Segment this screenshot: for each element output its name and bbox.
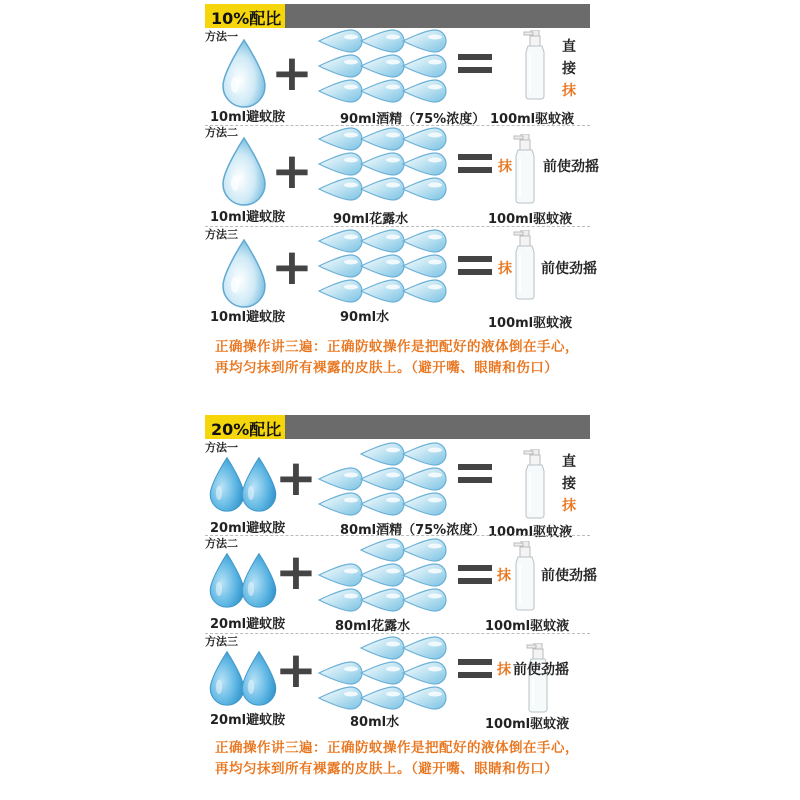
repellent-caption: 10ml避蚊胺 bbox=[210, 210, 286, 225]
action-text: 抹 bbox=[497, 568, 511, 584]
water-drop-icon bbox=[401, 441, 451, 467]
spray-bottle-icon bbox=[510, 541, 540, 611]
equals-icon bbox=[458, 565, 492, 591]
section-header-10 bbox=[205, 4, 590, 28]
action-char: 直 bbox=[562, 39, 576, 55]
spray-bottle-icon bbox=[520, 449, 550, 519]
water-drop-icon bbox=[401, 537, 451, 563]
water-drop-icon bbox=[401, 151, 451, 177]
equals-icon bbox=[458, 154, 492, 180]
method-label: 方法二 bbox=[205, 126, 238, 139]
plus-icon: + bbox=[275, 543, 317, 601]
action-char: 抹 bbox=[562, 83, 576, 99]
plus-icon: + bbox=[271, 44, 313, 102]
action-text: 抹 bbox=[498, 261, 512, 277]
mixer-caption: 90ml酒精（75%浓度） bbox=[340, 112, 486, 127]
usage-note: 正确操作讲三遍：正确防蚊操作是把配好的液体倒在手心，再均匀抹到所有裸露的皮肤上。（避开嘴、眼睛和伤口） bbox=[215, 740, 579, 777]
mixer-caption: 80ml花露水 bbox=[335, 619, 411, 634]
spray-bottle-icon bbox=[510, 230, 540, 300]
action-text: 前使劲摇 bbox=[513, 662, 569, 678]
action-char: 抹 bbox=[562, 498, 576, 514]
water-drop-icon bbox=[401, 78, 451, 104]
method-row bbox=[205, 226, 597, 331]
action-text: 前使劲摇 bbox=[541, 261, 597, 277]
water-drop-icon bbox=[401, 53, 451, 79]
water-drop-icon bbox=[401, 587, 451, 613]
section-title: 10%配比 bbox=[211, 9, 282, 28]
result-caption: 100ml驱蚊液 bbox=[485, 717, 570, 732]
water-drop-icon bbox=[219, 136, 269, 206]
water-drop-icon bbox=[401, 228, 451, 254]
method-row bbox=[205, 124, 599, 227]
section-title: 20%配比 bbox=[211, 420, 282, 439]
result-caption: 100ml驱蚊液 bbox=[488, 316, 573, 331]
mixer-caption: 80ml水 bbox=[350, 715, 400, 730]
water-drop-icon bbox=[401, 660, 451, 686]
repellent-caption: 10ml避蚊胺 bbox=[210, 310, 286, 325]
water-drop-icon bbox=[219, 238, 269, 308]
plus-icon: + bbox=[271, 238, 313, 296]
water-drop-icon bbox=[239, 455, 279, 513]
repellent-caption: 20ml避蚊胺 bbox=[210, 617, 286, 632]
plus-icon: + bbox=[275, 449, 317, 507]
mixer-caption: 90ml水 bbox=[340, 310, 390, 325]
action-char: 直 bbox=[562, 454, 576, 470]
method-label: 方法二 bbox=[205, 537, 238, 550]
method-label: 方法一 bbox=[205, 441, 238, 454]
water-drop-icon bbox=[401, 466, 451, 492]
method-row bbox=[205, 28, 590, 128]
spray-bottle-icon bbox=[520, 30, 550, 100]
action-char: 接 bbox=[562, 476, 576, 492]
repellent-caption: 20ml避蚊胺 bbox=[210, 713, 286, 728]
water-drop-icon bbox=[401, 278, 451, 304]
mixer-caption: 90ml花露水 bbox=[333, 212, 409, 227]
water-drop-icon bbox=[239, 649, 279, 707]
water-drop-icon bbox=[401, 635, 451, 661]
action-vertical bbox=[561, 451, 577, 517]
equals-icon bbox=[458, 256, 492, 282]
section-header-20 bbox=[205, 415, 590, 439]
water-drop-icon bbox=[401, 126, 451, 152]
water-drop-icon bbox=[401, 685, 451, 711]
action-char: 接 bbox=[562, 61, 576, 77]
repellent-caption: 20ml避蚊胺 bbox=[210, 521, 286, 536]
action-vertical bbox=[561, 36, 577, 102]
plus-icon: + bbox=[275, 641, 317, 699]
method-row bbox=[205, 633, 590, 733]
plus-icon: + bbox=[271, 142, 313, 200]
water-drop-icon bbox=[401, 28, 451, 54]
repellent-caption: 10ml避蚊胺 bbox=[210, 110, 286, 125]
action-text: 前使劲摇 bbox=[543, 159, 599, 175]
result-caption: 100ml驱蚊液 bbox=[490, 112, 575, 127]
equals-icon bbox=[458, 464, 492, 490]
method-label: 方法一 bbox=[205, 30, 238, 43]
action-text: 抹 bbox=[498, 159, 512, 175]
water-drop-icon bbox=[219, 38, 269, 108]
spray-bottle-icon bbox=[510, 134, 540, 204]
action-text: 抹 bbox=[497, 662, 511, 678]
usage-note: 正确操作讲三遍：正确防蚊操作是把配好的液体倒在手心，再均匀抹到所有裸露的皮肤上。（避开嘴、眼睛和伤口） bbox=[215, 339, 579, 376]
water-drop-icon bbox=[239, 551, 279, 609]
mixer-caption: 80ml酒精（75%浓度） bbox=[340, 523, 486, 538]
water-drop-icon bbox=[401, 253, 451, 279]
action-text: 前使劲摇 bbox=[541, 568, 597, 584]
result-caption: 100ml驱蚊液 bbox=[488, 525, 573, 540]
method-row bbox=[205, 535, 597, 635]
water-drop-icon bbox=[401, 491, 451, 517]
equals-icon bbox=[458, 659, 492, 685]
water-drop-icon bbox=[401, 176, 451, 202]
method-label: 方法三 bbox=[205, 635, 238, 648]
water-drop-icon bbox=[401, 562, 451, 588]
equals-icon bbox=[458, 54, 492, 80]
result-caption: 100ml驱蚊液 bbox=[488, 212, 573, 227]
method-label: 方法三 bbox=[205, 228, 238, 241]
method-row bbox=[205, 439, 590, 539]
result-caption: 100ml驱蚊液 bbox=[485, 619, 570, 634]
